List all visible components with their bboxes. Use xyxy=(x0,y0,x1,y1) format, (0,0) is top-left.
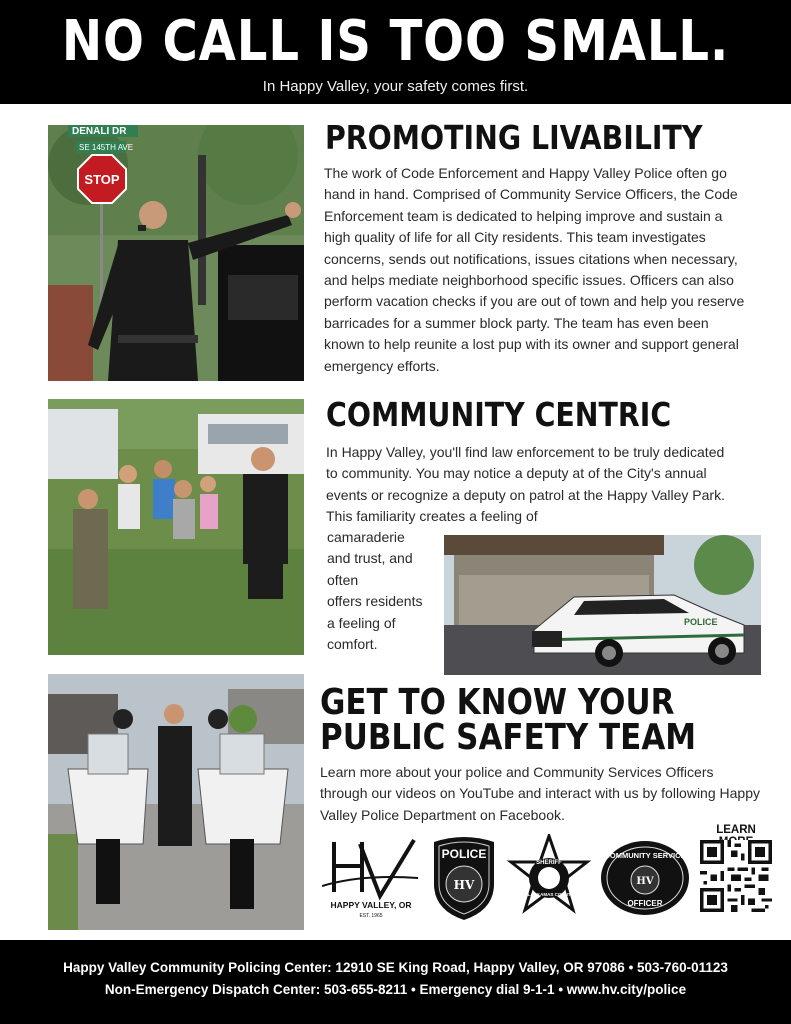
qr-code[interactable] xyxy=(700,840,772,912)
learn-more-label: LEARN xyxy=(716,824,756,836)
sheriff-text: SHERIFF xyxy=(536,860,562,866)
wrap-line: offers residents xyxy=(327,593,423,610)
officer-directing-traffic-photo xyxy=(48,125,304,381)
police-badge-text: POLICE xyxy=(441,847,487,861)
section-body-community-wrap xyxy=(327,527,439,655)
hv-city-text: HAPPY VALLEY, OR xyxy=(330,900,412,910)
footer-address-line: Happy Valley Community Policing Center: 12910 SE King Road, Happy Valley, OR 97086 • 503-760-01123 xyxy=(63,960,728,975)
wrap-line: often xyxy=(327,571,359,588)
cso-hv: HV xyxy=(636,876,654,887)
header-banner xyxy=(0,0,791,104)
section-title-team-line2: PUBLIC SAFETY TEAM xyxy=(320,717,697,758)
cso-bottom-text: OFFICER xyxy=(627,899,663,908)
wrap-line: a feeling of xyxy=(327,614,396,631)
street-sign-text-2: SE 145TH AVE xyxy=(79,143,134,152)
car-police-label: POLICE xyxy=(684,617,718,627)
section-title-livability: PROMOTING LIVABILITY xyxy=(325,118,703,157)
police-badge-logo xyxy=(428,834,500,922)
community-service-officer-logo xyxy=(599,838,691,918)
footer-banner xyxy=(0,940,791,1024)
street-sign-text-1: DENALI DR xyxy=(72,126,127,137)
section-title-community: COMMUNITY CENTRIC xyxy=(326,395,672,434)
section-body-livability: The work of Code Enforcement and Happy Valley Police often go hand in hand. Comprised of Community Service Officers, the Code Enforcement team is dedicated to helping improve and sustain a high quality of life for all City residents. This team investigates concerns, sends out notifications, issues citations when necessary, and helps mediate neighborhood specific issues. Officers can also perform vacation checks if you are out of town and help you reserve barricades for a summer block party. The team has even been known to help reunite a lost pup with its owner and support general emergency efforts. xyxy=(324,165,745,374)
sheriff-star-logo xyxy=(505,834,593,922)
cso-top-text: COMMUNITY SERVICE xyxy=(604,851,686,860)
wrap-line: comfort. xyxy=(327,636,378,653)
happy-valley-logo xyxy=(322,834,420,920)
police-badge-hv: HV xyxy=(453,878,475,892)
page-tagline: In Happy Valley, your safety comes first. xyxy=(262,78,529,95)
sheriff-county-text: CLACKAMAS COUNTY xyxy=(524,892,574,897)
page-title: NO CALL IS TOO SMALL. xyxy=(61,9,730,74)
motorcycle-officers-photo xyxy=(48,674,304,930)
hv-est-text: EST. 1965 xyxy=(359,913,383,919)
wrap-line: camaraderie xyxy=(327,529,405,545)
section-title-team-line1: GET TO KNOW YOUR xyxy=(320,682,675,723)
stop-sign-text: STOP xyxy=(84,172,120,187)
police-car-photo xyxy=(444,535,761,675)
section-body-community: In Happy Valley, you'll find law enforcement to be truly dedicated to community. You may notice a deputy at of the City's annual events or recognize a deputy on patrol at the Happy Valley Park. This familiarity creates a feeling of xyxy=(326,444,725,525)
wrap-line: and trust, and xyxy=(327,550,413,567)
footer-contact-line: Non-Emergency Dispatch Center: 503-655-8211 • Emergency dial 9-1-1 • www.hv.city/police xyxy=(104,982,687,997)
section-body-team: Learn more about your police and Community Services Officers through our videos on YouTube and interact with us by following Happy Valley Police Department on Facebook. xyxy=(320,764,760,823)
deputies-with-children-photo xyxy=(48,399,304,655)
